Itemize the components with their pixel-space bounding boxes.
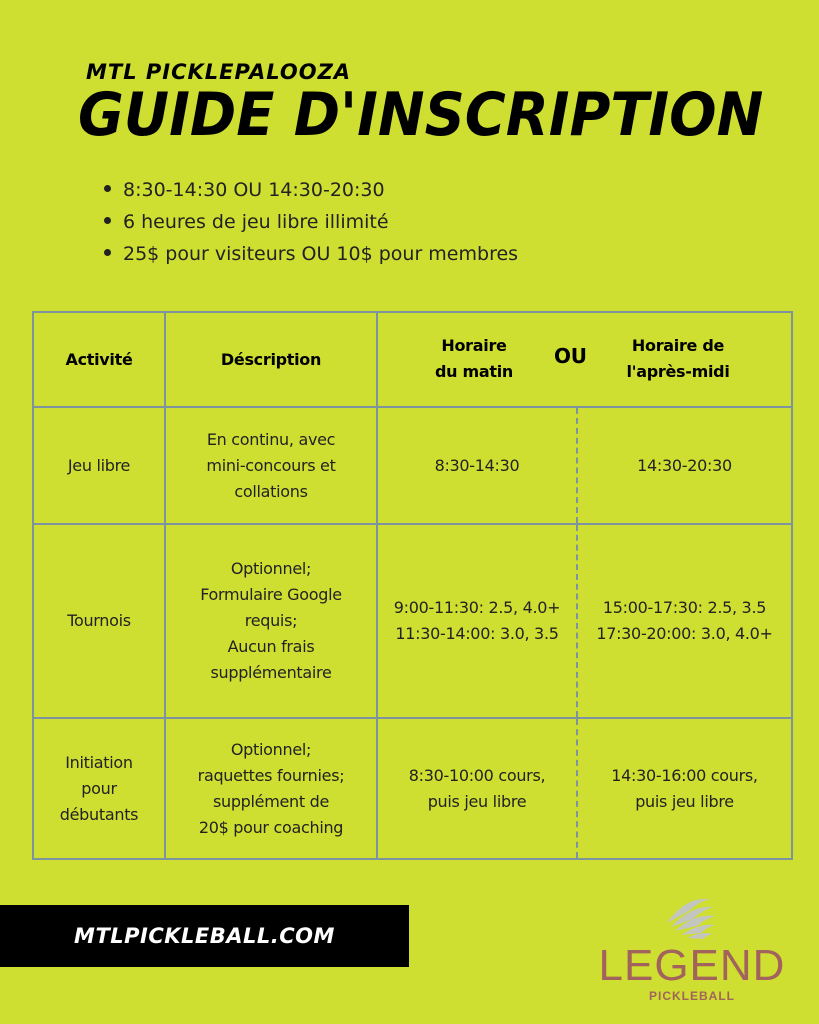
schedule-table (32, 311, 793, 860)
bullet-icon (104, 185, 111, 192)
bullet-item: 25$ pour visiteurs OU 10$ pour membres (104, 238, 518, 270)
row-afternoon: 14:30-16:00 cours, puis jeu libre (611, 766, 758, 811)
header-afternoon: Horaire de l'après-midi (626, 336, 730, 381)
bullet-item: 6 heures de jeu libre illimité (104, 206, 518, 238)
website-banner[interactable] (0, 905, 409, 967)
subtitle: MTL PICKLEPALOOZA (86, 60, 352, 84)
row-description: En continu, avec mini-concours et collations (166, 408, 378, 523)
bullet-icon (104, 217, 111, 224)
row-afternoon: 14:30-20:30 (637, 455, 732, 475)
bullet-icon (104, 249, 111, 256)
table-header-row (34, 313, 791, 408)
row-morning: 9:00-11:30: 2.5, 4.0+ 11:30-14:00: 3.0, 3.5 (378, 525, 578, 717)
row-morning: 8:30-10:00 cours, puis jeu libre (378, 719, 578, 858)
logo-wordmark: LEGEND (598, 941, 786, 990)
table-row (34, 525, 791, 719)
row-activity: Jeu libre (34, 408, 166, 523)
row-morning: 8:30-14:30 (378, 408, 578, 523)
logo-subtitle: PICKLEBALL (649, 989, 735, 1003)
row-activity: Initiation pour débutants (34, 719, 166, 858)
header-schedule (378, 313, 791, 406)
info-bullets (104, 174, 518, 270)
header-or: OU (554, 344, 587, 368)
legend-logo (597, 893, 787, 1008)
row-description: Optionnel; raquettes fournies; supplément de 20$ pour coaching (166, 719, 378, 858)
table-row (34, 719, 791, 858)
header-morning: Horaire du matin (434, 336, 513, 381)
header-activity: Activité (34, 313, 166, 406)
pickleball-swoosh-icon (597, 893, 787, 943)
bullet-item: 8:30-14:30 OU 14:30-20:30 (104, 174, 518, 206)
row-activity: Tournois (34, 525, 166, 717)
website-url[interactable]: MTLPICKLEBALL.COM (74, 924, 335, 948)
row-afternoon: 15:00-17:30: 2.5, 3.5 17:30-20:00: 3.0, 4.0+ (596, 598, 773, 643)
header-description: Déscription (166, 313, 378, 406)
row-description: Optionnel; Formulaire Google requis; Aucun frais supplémentaire (166, 525, 378, 717)
page-title: GUIDE D'INSCRIPTION (78, 80, 764, 150)
table-row (34, 408, 791, 525)
